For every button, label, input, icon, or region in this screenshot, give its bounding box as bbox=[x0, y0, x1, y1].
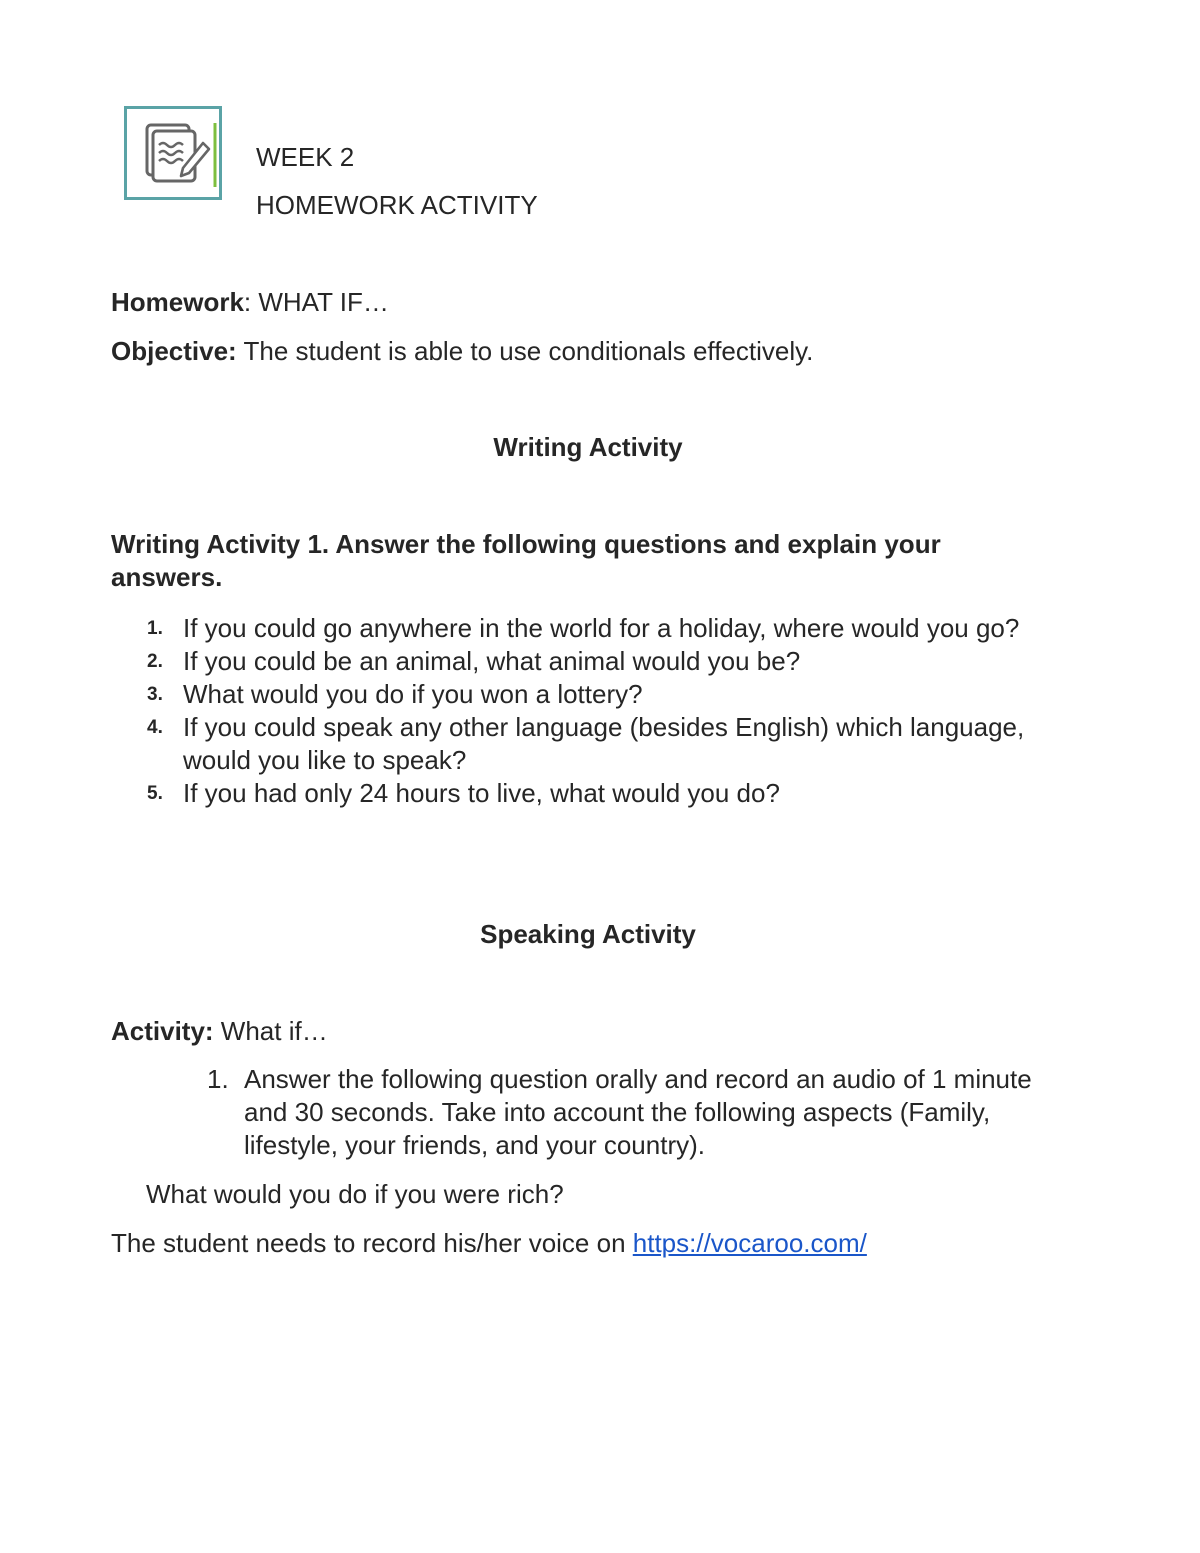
list-number: 5. bbox=[147, 783, 163, 804]
list-item bbox=[111, 645, 1071, 678]
writing-questions bbox=[111, 612, 1071, 810]
homework-label: Homework bbox=[111, 287, 244, 317]
list-item bbox=[111, 612, 1071, 645]
speaking-activity-heading: Speaking Activity bbox=[480, 919, 696, 949]
vocaroo-link[interactable]: https://vocaroo.com/ bbox=[632, 1228, 867, 1258]
speaking-step-number: 1. bbox=[207, 1064, 229, 1094]
writing-activity-heading: Writing Activity bbox=[493, 432, 683, 462]
record-text: The student needs to record his/her voice on bbox=[111, 1228, 633, 1258]
list-number: 3. bbox=[147, 684, 163, 705]
homework-value: : WHAT IF… bbox=[243, 287, 389, 317]
homework-line bbox=[111, 285, 389, 319]
question-text: What would you do if you won a lottery? bbox=[183, 679, 643, 709]
notebook-pen-icon bbox=[127, 109, 219, 197]
question-text: If you could be an animal, what animal would you be? bbox=[183, 646, 801, 676]
question-text: If you could go anywhere in the world for a holiday, where would you go? bbox=[183, 613, 1020, 643]
activity-value: What if… bbox=[213, 1016, 328, 1046]
writing-activity-title: Writing Activity 1. Answer the following questions and explain your answers. bbox=[111, 529, 941, 592]
objective-line bbox=[111, 334, 813, 368]
homework-activity-title: HOMEWORK ACTIVITY bbox=[256, 190, 538, 220]
speaking-question: What would you do if you were rich? bbox=[146, 1179, 564, 1209]
list-item bbox=[111, 678, 1071, 711]
activity-label: Activity: bbox=[111, 1016, 214, 1046]
speaking-step-text: Answer the following question orally and record an audio of 1 minute and 30 seconds. Take into account the following aspects (Family, lifestyle, your friends, and your country). bbox=[244, 1064, 1032, 1160]
list-item bbox=[111, 711, 1053, 777]
objective-value: The student is able to use conditionals effectively. bbox=[236, 336, 814, 366]
speaking-activity-line bbox=[111, 1014, 328, 1048]
question-text: If you had only 24 hours to live, what would you do? bbox=[183, 778, 780, 808]
week-label: WEEK 2 bbox=[256, 142, 355, 172]
list-number: 4. bbox=[147, 717, 163, 738]
objective-label: Objective: bbox=[111, 336, 237, 366]
list-item bbox=[111, 777, 1071, 810]
record-instruction bbox=[111, 1226, 867, 1260]
logo bbox=[124, 106, 222, 200]
question-text: If you could speak any other language (besides English) which language, would you like to speak? bbox=[183, 712, 1025, 775]
list-number: 2. bbox=[147, 651, 163, 672]
list-number: 1. bbox=[147, 618, 163, 639]
